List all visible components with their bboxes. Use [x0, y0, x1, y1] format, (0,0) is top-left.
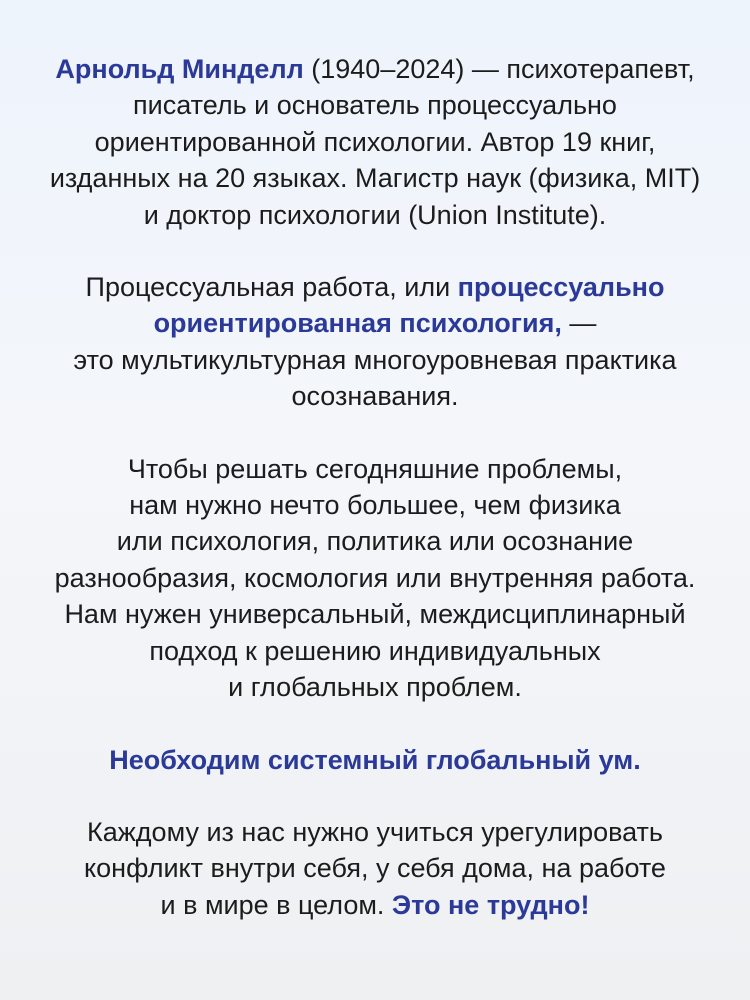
body-text: это мультикультурная многоуровневая практика — [73, 344, 677, 375]
text-line — [0, 633, 750, 669]
highlighted-text: Арнольд Минделл — [55, 54, 304, 84]
body-text: или психология, политика или осознание — [116, 526, 634, 557]
body-text: — — [561, 308, 597, 339]
body-text: конфликт внутри себя, у себя дома, на работе — [84, 853, 666, 884]
text-line — [0, 596, 750, 632]
paragraph-5 — [0, 814, 750, 923]
body-text: разнообразия, космология или внутренняя работа. — [54, 562, 696, 593]
text-line — [0, 124, 750, 160]
paragraph-gap — [0, 233, 750, 269]
body-text: и доктор психологии (Union Institute). — [143, 199, 607, 230]
highlighted-text: Необходим системный глобальный ум. — [109, 744, 641, 775]
paragraph-gap — [0, 706, 750, 742]
body-text: осознавания. — [291, 381, 459, 412]
body-text: и глобальных проблем. — [228, 672, 522, 703]
paragraph-gap — [0, 415, 750, 451]
highlighted-text: ориентированная психология, — [153, 308, 562, 339]
body-text: писатель и основатель процессуально — [133, 90, 617, 121]
body-text: Процессуальная работа, или — [85, 272, 458, 303]
body-text: изданных на 20 языках. Магистр наук (физика, MIT) — [49, 163, 701, 194]
highlighted-text: Это не трудно! — [391, 889, 590, 920]
text-line — [0, 814, 750, 850]
highlighted-text: процессуально — [457, 272, 665, 303]
text-line — [0, 378, 750, 414]
paragraph-4 — [0, 742, 750, 778]
body-text: Нам нужен универсальный, междисциплинарный — [64, 599, 686, 630]
body-text: Чтобы решать сегодняшние проблемы, — [127, 453, 623, 484]
text-line — [0, 269, 750, 305]
paragraph-3 — [0, 451, 750, 706]
text-line — [0, 487, 750, 523]
text-line — [0, 160, 750, 196]
paragraph-gap — [0, 778, 750, 814]
text-line — [0, 305, 750, 341]
paragraph-1 — [0, 51, 750, 233]
text-line — [0, 560, 750, 596]
body-text: ориентированной психологии. Автор 19 книг, — [94, 126, 656, 157]
body-text: (1940–2024) — психотерапевт, — [303, 54, 695, 84]
body-text: нам нужно нечто большее, чем физика — [129, 490, 621, 521]
text-line — [0, 51, 750, 87]
text-line — [0, 342, 750, 378]
text-line — [0, 87, 750, 123]
paragraph-2 — [0, 269, 750, 415]
text-line — [0, 742, 750, 778]
body-text: Каждому из нас нужно учиться урегулировать — [87, 816, 663, 847]
text-line — [0, 523, 750, 559]
text-line — [0, 669, 750, 705]
body-text: подход к решению индивидуальных — [149, 635, 601, 666]
body-text: и в мире в целом. — [160, 889, 392, 920]
text-line — [0, 197, 750, 233]
text-line — [0, 850, 750, 886]
text-line — [0, 451, 750, 487]
text-line — [0, 887, 750, 923]
